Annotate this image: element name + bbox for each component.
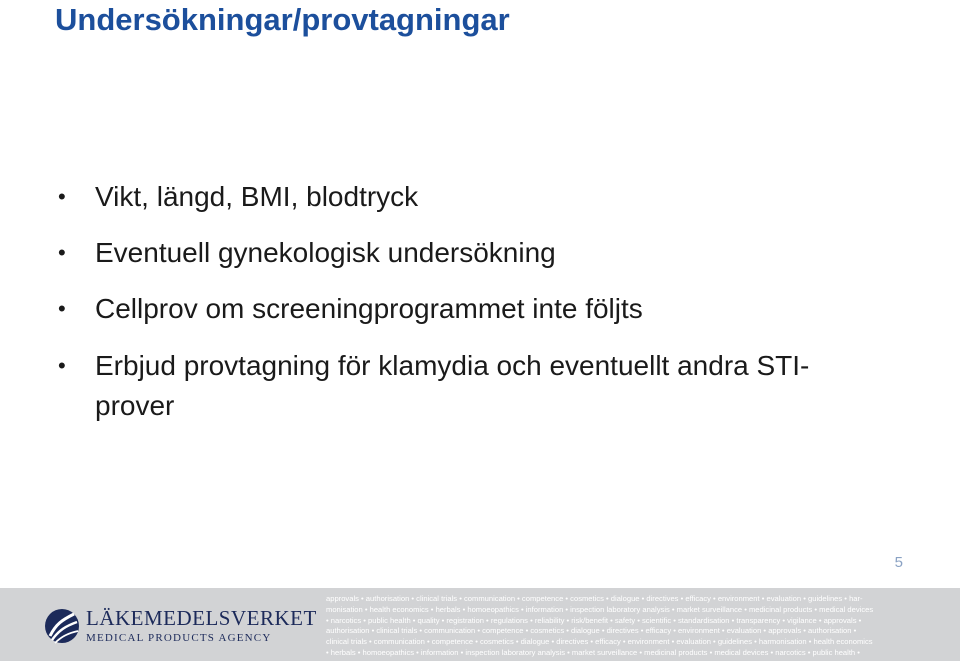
slide-title: Undersökningar/provtagningar xyxy=(55,2,510,37)
bullet-item xyxy=(58,346,865,426)
bullet-text: Eventuell gynekologisk undersökning xyxy=(95,237,556,268)
bullet-icon: • xyxy=(58,184,66,209)
keyword-line: authorisation • clinical trials • communication • competence • cosmetics • dialogue • directives • efficacy • environment • evaluation • approvals • authorisation • xyxy=(326,626,857,636)
keyword-line: monisation • health economics • herbals • homoeopathics • information • inspection laboratory analysis • market surveillance • medicinal products • medical devices xyxy=(326,604,874,614)
bullet-item xyxy=(58,290,918,327)
bullet-text: Cellprov om screeningprogrammet inte följts xyxy=(95,293,643,324)
logo-name: LÄKEMEDELSVERKET xyxy=(86,606,317,630)
keyword-line: clinical trials • communication • competence • cosmetics • dialogue • directives • efficacy • environment • evaluation • guidelines • harmonisation • health economics xyxy=(326,637,873,647)
bullet-item xyxy=(58,234,918,271)
logo-subtitle: MEDICAL PRODUCTS AGENCY xyxy=(86,632,272,644)
keyword-line: approvals • authorisation • clinical trials • communication • competence • cosmetics • dialogue • directives • efficacy • environment • evaluation • guidelines • har- xyxy=(326,594,863,603)
bullet-icon: • xyxy=(58,240,66,265)
bullet-text: Vikt, längd, BMI, blodtryck xyxy=(95,181,419,212)
keyword-line: • herbals • homoeopathics • information • inspection laboratory analysis • market surveillance • medicinal products • medical devices • narcotics • public health • xyxy=(326,647,860,657)
agency-logo xyxy=(44,604,317,648)
page-number: 5 xyxy=(894,554,903,571)
bullet-text: Erbjud provtagning för klamydia och eventuellt andra STI-prover xyxy=(95,350,810,421)
keyword-watermark xyxy=(326,594,960,661)
bullet-list xyxy=(58,178,918,445)
footer-band xyxy=(0,588,960,661)
bullet-item xyxy=(58,178,918,215)
bullet-icon: • xyxy=(58,296,66,321)
keyword-line: • narcotics • public health • quality • registration • regulations • reliability • risk/benefit • safety • scientific • standardisation • transparency • vigilance • approvals • xyxy=(326,615,862,625)
logo-emblem-icon xyxy=(44,606,80,646)
bullet-icon: • xyxy=(58,353,66,378)
